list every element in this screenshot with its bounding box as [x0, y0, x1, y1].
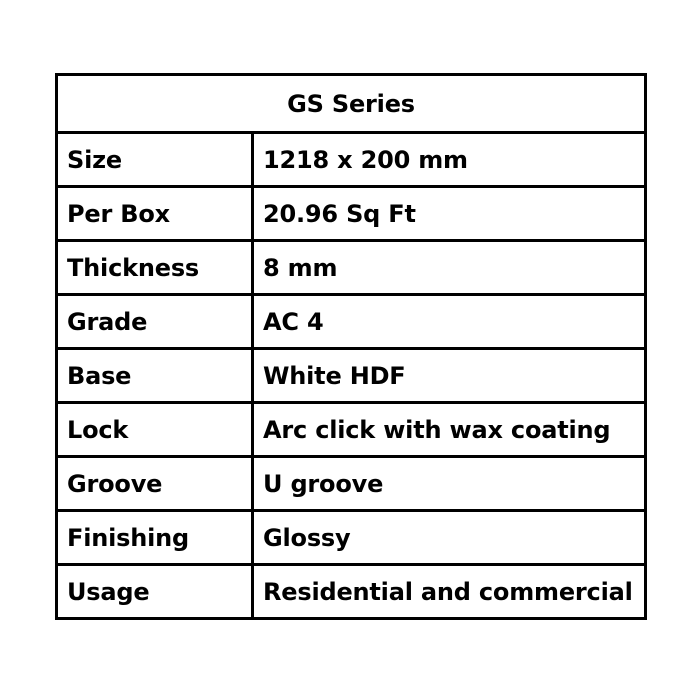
row-label: Size	[57, 133, 253, 187]
table-row	[57, 241, 646, 295]
row-value: White HDF	[253, 349, 646, 403]
row-label: Base	[57, 349, 253, 403]
row-label: Finishing	[57, 511, 253, 565]
table-row	[57, 349, 646, 403]
row-value: 20.96 Sq Ft	[253, 187, 646, 241]
row-label: Lock	[57, 403, 253, 457]
row-value: Arc click with wax coating	[253, 403, 646, 457]
row-label: Per Box	[57, 187, 253, 241]
row-value: 1218 x 200 mm	[253, 133, 646, 187]
row-value: 8 mm	[253, 241, 646, 295]
table-row	[57, 403, 646, 457]
row-value: Residential and commercial	[253, 565, 646, 619]
row-label: Groove	[57, 457, 253, 511]
row-label: Thickness	[57, 241, 253, 295]
row-value: Glossy	[253, 511, 646, 565]
table-row	[57, 457, 646, 511]
spec-table	[55, 73, 647, 620]
table-header-row	[57, 75, 646, 133]
table-row	[57, 565, 646, 619]
table-row	[57, 187, 646, 241]
row-label: Grade	[57, 295, 253, 349]
row-value: U groove	[253, 457, 646, 511]
table-title: GS Series	[57, 75, 646, 133]
table-row	[57, 295, 646, 349]
row-label: Usage	[57, 565, 253, 619]
row-value: AC 4	[253, 295, 646, 349]
table-row	[57, 511, 646, 565]
table-row	[57, 133, 646, 187]
